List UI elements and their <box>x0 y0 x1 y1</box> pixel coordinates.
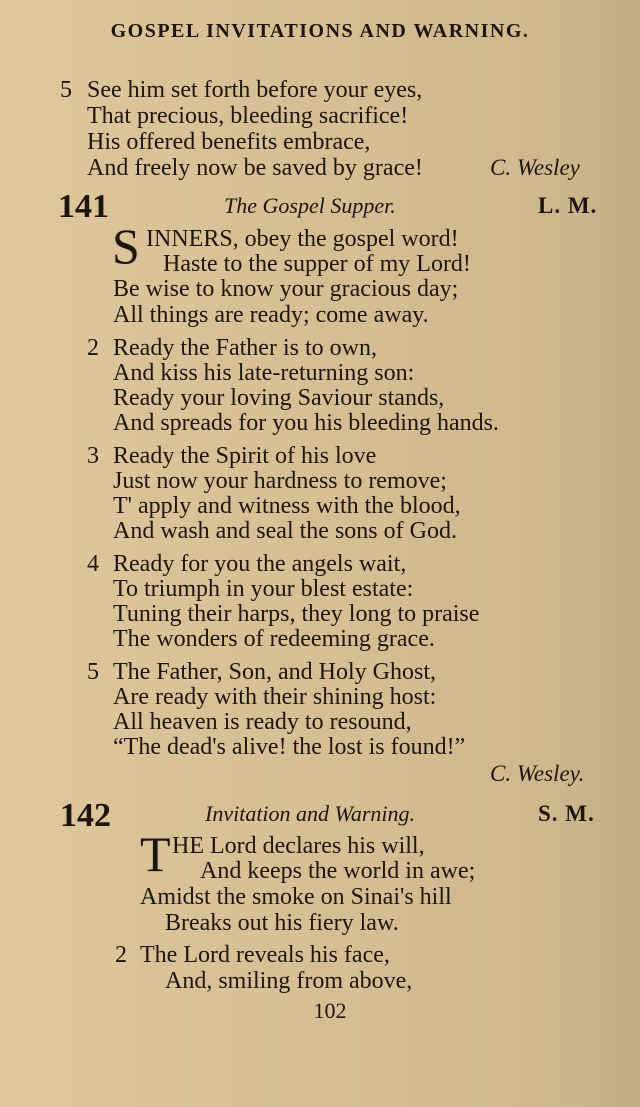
hymn-line: Haste to the supper of my Lord! <box>163 251 471 277</box>
hymn-line: Be wise to know your gracious day; <box>113 276 459 302</box>
verse-number: 2 <box>87 335 99 361</box>
hymn-line: See him set forth before your eyes, <box>87 77 423 103</box>
page-number: 102 <box>313 998 347 1023</box>
hymn-line: And kiss his late-returning son: <box>113 360 415 386</box>
hymn-line: To triumph in your blest estate: <box>113 576 414 602</box>
hymn-line: T' apply and witness with the blood, <box>113 493 461 519</box>
hymn-line: Ready the Spirit of his love <box>113 443 377 469</box>
hymn-title: The Gospel Supper. <box>224 193 396 218</box>
hymn-line: INNERS, obey the gospel word! <box>146 226 459 252</box>
hymn-line: And spreads for you his bleeding hands. <box>113 410 499 436</box>
drop-cap: T <box>140 826 171 882</box>
hymn-line: Tuning their harps, they long to praise <box>113 601 480 627</box>
verse-number: 5 <box>87 659 99 685</box>
drop-cap: S <box>112 218 140 274</box>
hymn-line: Amidst the smoke on Sinai's hill <box>140 884 452 910</box>
hymn-line: “The dead's alive! the lost is found!” <box>113 734 466 760</box>
hymn-line: The Lord reveals his face, <box>140 942 390 968</box>
hymn-line: Ready the Father is to own, <box>113 335 377 361</box>
hymn-line: And keeps the world in awe; <box>200 858 476 884</box>
verse-number: 2 <box>115 942 127 968</box>
author-attribution: C. Wesley <box>490 155 580 180</box>
hymn-title: Invitation and Warning. <box>205 801 416 826</box>
verse-number: 3 <box>87 443 99 469</box>
hymn-line: Ready for you the angels wait, <box>113 551 407 577</box>
verse-number: 4 <box>87 551 99 577</box>
verse-number: 5 <box>60 77 72 103</box>
hymn-line: Breaks out his fiery law. <box>165 910 399 936</box>
hymn-line: And, smiling from above, <box>165 968 413 994</box>
hymn-number: 142 <box>60 797 111 834</box>
hymn-line: And wash and seal the sons of God. <box>113 518 457 544</box>
hymn-meter: L. M. <box>538 193 598 218</box>
hymn-line: His offered benefits embrace, <box>87 129 371 155</box>
hymn-line: All heaven is ready to resound, <box>113 709 412 735</box>
running-header: GOSPEL INVITATIONS AND WARNING. <box>110 20 530 42</box>
author-attribution: C. Wesley. <box>490 761 585 786</box>
hymn-line: That precious, bleeding sacrifice! <box>87 103 409 129</box>
hymn-line: And freely now be saved by grace! <box>87 155 423 181</box>
hymn-line: All things are ready; come away. <box>113 302 429 328</box>
hymn-line: Are ready with their shining host: <box>113 684 437 710</box>
hymn-meter: S. M. <box>538 801 595 826</box>
hymn-number: 141 <box>58 188 109 225</box>
hymn-line: The Father, Son, and Holy Ghost, <box>113 659 437 685</box>
hymn-line: Just now your hardness to remove; <box>113 468 447 494</box>
hymn-line: The wonders of redeeming grace. <box>113 626 435 652</box>
hymn-line: HE Lord declares his will, <box>172 833 425 859</box>
hymn-line: Ready your loving Saviour stands, <box>113 385 445 411</box>
